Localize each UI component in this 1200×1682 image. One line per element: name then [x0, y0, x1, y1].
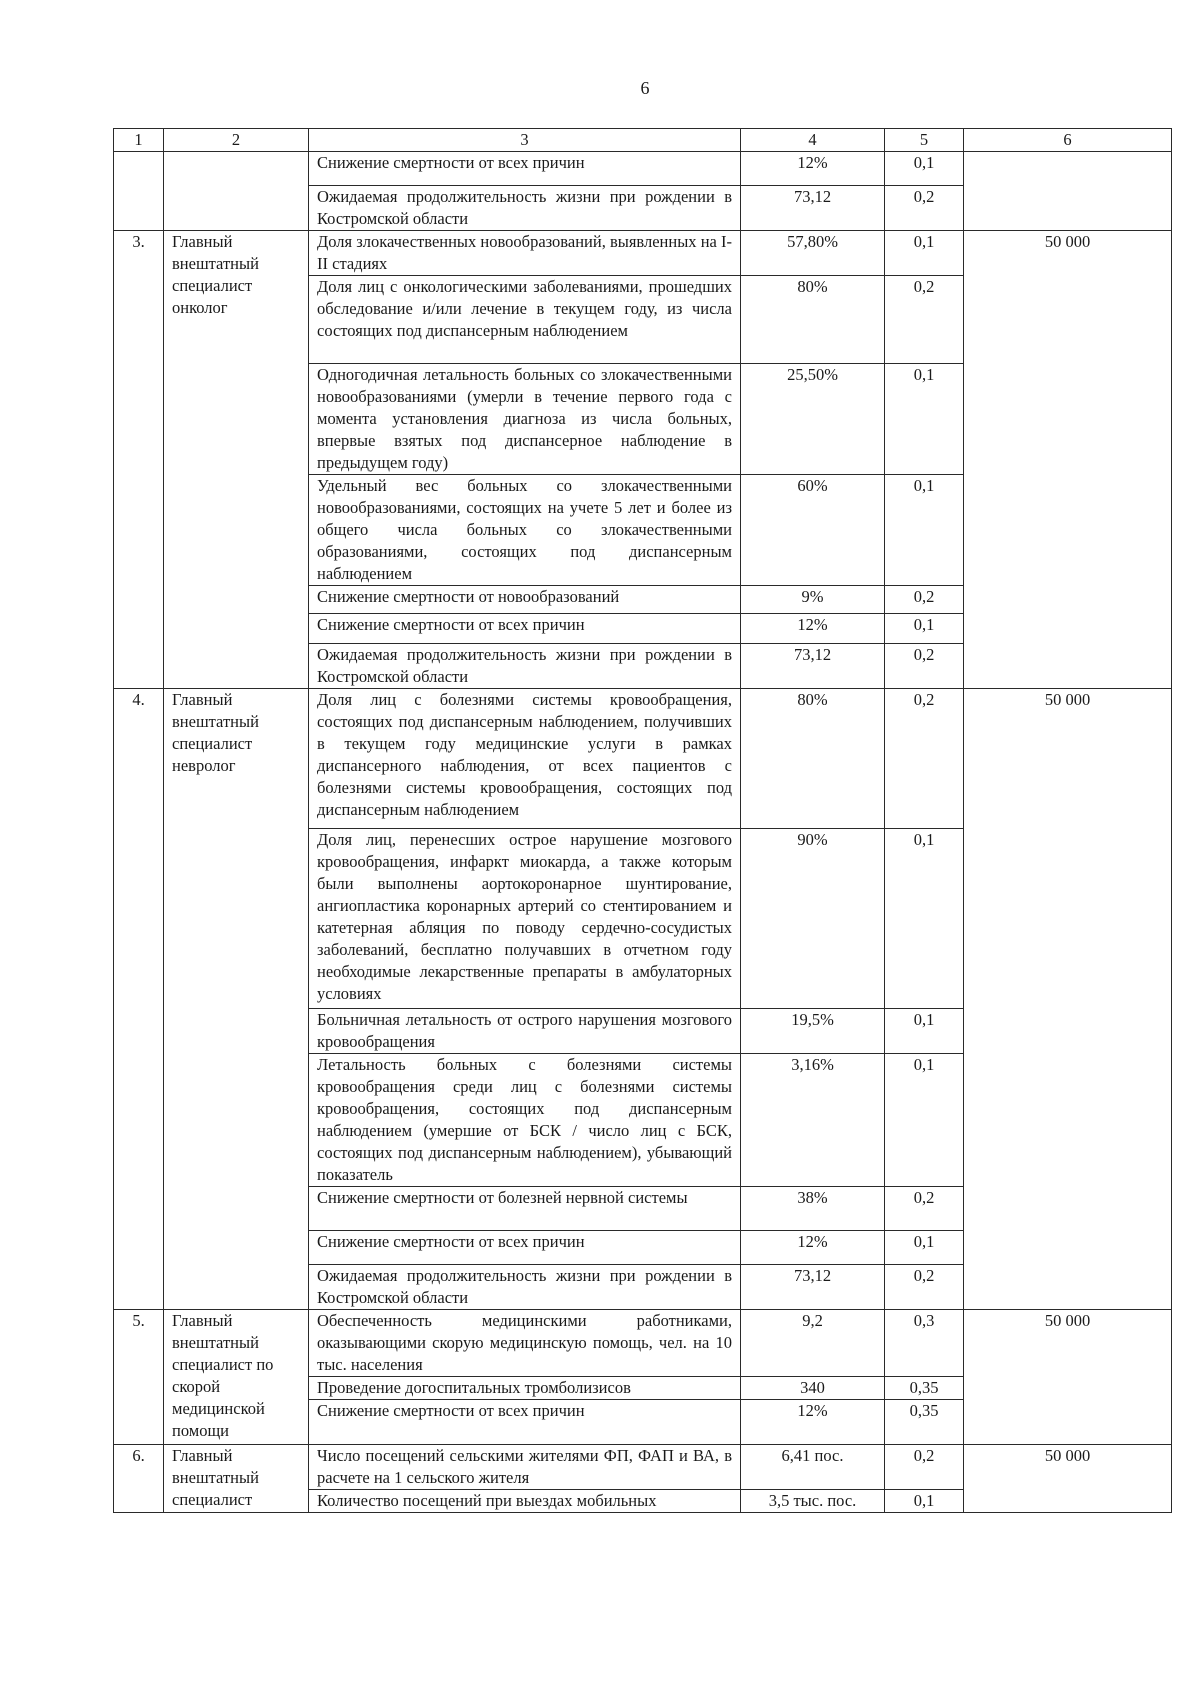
indicator-cell: Удельный вес больных со злокачественными новообразованиями, состоящих на учете 5 лет и более из общего числа больных со злокачественными образованиями, состоящих под диспансерным наблюдением — [309, 475, 741, 586]
table-row — [114, 231, 1172, 276]
weight-cell: 0,3 — [885, 1310, 964, 1377]
amount-cell — [964, 152, 1172, 231]
amount-cell: 50 000 — [964, 231, 1172, 689]
row-number-cell: 3. — [114, 231, 164, 689]
header-cell: 4 — [741, 129, 885, 152]
indicator-cell: Ожидаемая продолжительность жизни при рождении в Костромской области — [309, 186, 741, 231]
indicator-cell: Снижение смертности от всех причин — [309, 152, 741, 186]
weight-cell: 0,2 — [885, 689, 964, 829]
table-row — [114, 1310, 1172, 1377]
target-value-cell: 73,12 — [741, 186, 885, 231]
indicator-cell: Одногодичная летальность больных со злокачественными новообразованиями (умерли в течение первого года с момента установления диагноза из числа больных, впервые взятых под диспансерное наблюдение в предыдущем году) — [309, 364, 741, 475]
header-cell: 6 — [964, 129, 1172, 152]
header-cell: 5 — [885, 129, 964, 152]
weight-cell: 0,2 — [885, 276, 964, 364]
amount-cell: 50 000 — [964, 1445, 1172, 1513]
indicator-cell: Доля злокачественных новообразований, выявленных на I-II стадиях — [309, 231, 741, 276]
weight-cell: 0,35 — [885, 1400, 964, 1445]
page-number: 6 — [640, 78, 650, 98]
weight-cell: 0,1 — [885, 614, 964, 644]
target-value-cell: 12% — [741, 1400, 885, 1445]
indicator-cell: Летальность больных с болезнями системы кровообращения среди лиц с болезнями системы кровообращения, состоящих под диспансерным наблюдением (умершие от БСК / число лиц с БСК, состоящих под диспансерным наблюдением), убывающий показатель — [309, 1054, 741, 1187]
weight-cell: 0,1 — [885, 231, 964, 276]
indicator-cell: Снижение смертности от всех причин — [309, 1231, 741, 1265]
target-value-cell: 9,2 — [741, 1310, 885, 1377]
indicator-cell: Снижение смертности от всех причин — [309, 1400, 741, 1445]
target-value-cell: 19,5% — [741, 1009, 885, 1054]
target-value-cell: 340 — [741, 1377, 885, 1400]
weight-cell: 0,2 — [885, 644, 964, 689]
weight-cell: 0,1 — [885, 1490, 964, 1513]
specialist-cell: Главный внештатный специалист по скорой медицинской помощи — [164, 1310, 309, 1445]
weight-cell: 0,2 — [885, 1445, 964, 1490]
target-value-cell: 57,80% — [741, 231, 885, 276]
indicator-cell: Число посещений сельскими жителями ФП, ФАП и ВА, в расчете на 1 сельского жителя — [309, 1445, 741, 1490]
weight-cell: 0,1 — [885, 1054, 964, 1187]
weight-cell: 0,2 — [885, 186, 964, 231]
table-row — [114, 1445, 1172, 1490]
specialist-cell — [164, 152, 309, 231]
amount-cell: 50 000 — [964, 1310, 1172, 1445]
target-value-cell: 80% — [741, 689, 885, 829]
weight-cell: 0,1 — [885, 152, 964, 186]
specialist-cell: Главный внештатный специалист онколог — [164, 231, 309, 689]
header-cell: 1 — [114, 129, 164, 152]
weight-cell: 0,1 — [885, 475, 964, 586]
target-value-cell: 80% — [741, 276, 885, 364]
table-header-row — [114, 129, 1172, 152]
weight-cell: 0,1 — [885, 829, 964, 1009]
specialist-cell: Главный внештатный специалист — [164, 1445, 309, 1513]
row-number-cell: 4. — [114, 689, 164, 1310]
row-number-cell: 5. — [114, 1310, 164, 1445]
target-value-cell: 3,16% — [741, 1054, 885, 1187]
target-value-cell: 73,12 — [741, 644, 885, 689]
row-number-cell: 6. — [114, 1445, 164, 1513]
target-value-cell: 9% — [741, 586, 885, 614]
target-value-cell: 73,12 — [741, 1265, 885, 1310]
indicator-cell: Ожидаемая продолжительность жизни при рождении в Костромской области — [309, 644, 741, 689]
indicator-cell: Проведение догоспитальных тромболизисов — [309, 1377, 741, 1400]
header-cell: 3 — [309, 129, 741, 152]
indicator-cell: Больничная летальность от острого нарушения мозгового кровообращения — [309, 1009, 741, 1054]
indicator-cell: Обеспеченность медицинскими работниками, оказывающими скорую медицинскую помощь, чел. на 10 тыс. населения — [309, 1310, 741, 1377]
indicator-cell: Ожидаемая продолжительность жизни при рождении в Костромской области — [309, 1265, 741, 1310]
table-row — [114, 689, 1172, 829]
weight-cell: 0,1 — [885, 1009, 964, 1054]
indicator-cell: Количество посещений при выездах мобильных — [309, 1490, 741, 1513]
indicator-cell: Снижение смертности от всех причин — [309, 614, 741, 644]
amount-cell: 50 000 — [964, 689, 1172, 1310]
target-value-cell: 90% — [741, 829, 885, 1009]
specialist-cell: Главный внештатный специалист невролог — [164, 689, 309, 1310]
target-value-cell: 12% — [741, 614, 885, 644]
indicator-cell: Доля лиц с онкологическими заболеваниями, прошедших обследование и/или лечение в текущем году, из числа состоящих под диспансерным наблюдением — [309, 276, 741, 364]
header-cell: 2 — [164, 129, 309, 152]
indicator-cell: Доля лиц, перенесших острое нарушение мозгового кровообращения, инфаркт миокарда, а также которым были выполнены аортокоронарное шунтирование, ангиопластика коронарных артерий со стентированием и катетерная абляция по поводу сердечно-сосудистых заболеваний, бесплатно получавших в отчетном году необходимые лекарственные препараты в амбулаторных условиях — [309, 829, 741, 1009]
target-value-cell: 25,50% — [741, 364, 885, 475]
target-value-cell: 12% — [741, 152, 885, 186]
target-value-cell: 60% — [741, 475, 885, 586]
weight-cell: 0,35 — [885, 1377, 964, 1400]
table-row — [114, 152, 1172, 186]
weight-cell: 0,1 — [885, 1231, 964, 1265]
indicators-table — [113, 128, 1172, 1513]
row-number-cell — [114, 152, 164, 231]
weight-cell: 0,2 — [885, 1187, 964, 1231]
indicator-cell: Снижение смертности от новообразований — [309, 586, 741, 614]
target-value-cell: 12% — [741, 1231, 885, 1265]
indicator-cell: Снижение смертности от болезней нервной системы — [309, 1187, 741, 1231]
weight-cell: 0,2 — [885, 1265, 964, 1310]
weight-cell: 0,1 — [885, 364, 964, 475]
target-value-cell: 6,41 пос. — [741, 1445, 885, 1490]
indicator-cell: Доля лиц с болезнями системы кровообращения, состоящих под диспансерным наблюдением, получивших в текущем году медицинские услуги в рамках диспансерного наблюдения, от всех пациентов с болезнями системы кровообращения, состоящих под диспансерным наблюдением — [309, 689, 741, 829]
weight-cell: 0,2 — [885, 586, 964, 614]
target-value-cell: 38% — [741, 1187, 885, 1231]
target-value-cell: 3,5 тыс. пос. — [741, 1490, 885, 1513]
